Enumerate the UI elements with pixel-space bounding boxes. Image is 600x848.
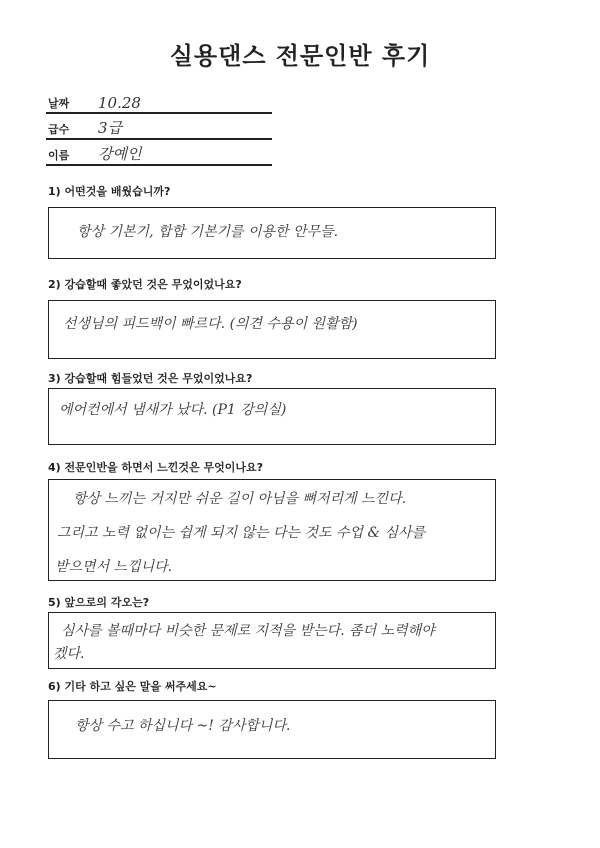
answer-5-line-1: 심사를 볼때마다 비슷한 문제로 지적을 받는다. 좀더 노력해야 — [61, 623, 435, 639]
name-underline — [46, 164, 272, 166]
question-1-label: 1) 어떤것을 배웠습니까? — [48, 185, 171, 198]
question-2-label: 2) 강습할때 좋았던 것은 무었이었나요? — [48, 278, 242, 291]
answer-1-line-1: 항상 기본기, 합합 기본기를 이용한 안무들. — [77, 224, 339, 240]
level-underline — [46, 138, 272, 140]
question-6-label: 6) 기타 하고 싶은 말을 써주세요~ — [48, 680, 217, 693]
answer-1-box — [48, 207, 496, 259]
answer-4-box — [48, 479, 496, 581]
answer-2-box — [48, 300, 496, 359]
question-5-label: 5) 앞으로의 각오는? — [48, 596, 150, 609]
answer-4-line-1: 항상 느끼는 거지만 쉬운 길이 아님을 뼈저리게 느낀다. — [73, 491, 407, 507]
answer-3-box — [48, 388, 496, 445]
date-field — [46, 92, 272, 114]
level-value: 3급 — [98, 119, 123, 137]
name-field — [46, 144, 272, 166]
answer-5-box — [48, 612, 496, 669]
name-value: 강예인 — [98, 145, 142, 163]
level-label: 급수 — [48, 123, 70, 136]
form-title: 실용댄스 전문인반 후기 — [169, 42, 431, 70]
name-label: 이름 — [48, 149, 70, 162]
question-4-label: 4) 전문인반을 하면서 느낀것은 무엇이나요? — [48, 461, 264, 474]
answer-4-line-2: 그리고 노력 없이는 쉽게 되지 않는 다는 것도 수업 & 심사를 — [57, 525, 426, 541]
answer-3-line-1: 에어컨에서 냄새가 났다. (P1 강의실) — [59, 402, 287, 418]
date-label: 날짜 — [48, 97, 70, 110]
date-value: 10.28 — [98, 94, 141, 112]
answer-4-line-3: 받으면서 느낍니다. — [55, 559, 173, 575]
answer-6-box — [48, 700, 496, 759]
answer-2-line-1: 선생님의 피드백이 빠르다. (의견 수용이 원활함) — [63, 316, 358, 332]
date-underline — [46, 112, 272, 114]
level-field — [46, 118, 272, 140]
answer-6-line-1: 항상 수고 하십니다 ~! 감사합니다. — [75, 718, 291, 734]
question-3-label: 3) 강습할때 힘들었던 것은 무었이었나요? — [48, 372, 253, 385]
answer-5-line-2: 겠다. — [53, 646, 85, 662]
